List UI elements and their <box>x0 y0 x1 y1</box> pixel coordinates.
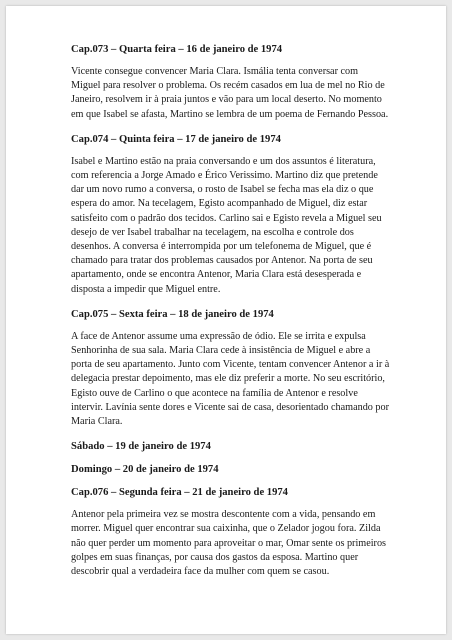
entry-cap-076 <box>71 486 390 579</box>
entry-heading: Sábado – 19 de janeiro de 1974 <box>71 441 211 453</box>
document-page <box>6 6 446 634</box>
entry-domingo <box>71 463 390 477</box>
entry-text: Isabel e Martino estão na praia conversando e um dos assuntos é literatura, com referencia a Jorge Amado e Érico Verissimo. Martino diz que pretende dar um novo rumo a conversa, o rosto de Isabel se fecha mas ela diz o que espera do amor. Na tecelagem, Egisto acompanhado de Miguel, diz estar satisfeito com o padrão dos tecidos. Carlino sai e Egisto revela a Miguel seu desejo de ver Isabel trabalhar na tecelagem, na escolha e controle dos desenhos. A conversa é interrompida por um telefonema de Miguel, que é chamado para tratar dos problemas causados por Antenor. Na porta de seu apartamento, onde se encontra Antenor, Maria Clara está desesperada e disposta a impedir que Miguel entre. <box>71 155 382 295</box>
entry-heading: Cap.076 – Segunda feira – 21 de janeiro de 1974 <box>71 487 288 499</box>
entry-heading: Cap.074 – Quinta feira – 17 de janeiro de 1974 <box>71 133 281 145</box>
entry-cap-073 <box>71 43 390 122</box>
entry-text: A face de Antenor assume uma expressão de ódio. Ele se irrita e expulsa Senhorinha de sua sala. Maria Clara cede à insistência de Miguel e abre a porta de seu apartamento. Junto com Vicente, tentam convencer Antenor a ir à delegacia prestar depoimento, mas ele diz preferir a morte. No seu escritório, Egisto ouve de Carlino o que acontece na família de Antenor e resolve intervir. Lavínia sente dores e Vicente sai de casa, desorientado chamando por Maria Clara. <box>71 330 390 428</box>
entry-sabado <box>71 440 390 454</box>
entry-heading: Cap.073 – Quarta feira – 16 de janeiro de 1974 <box>71 44 283 55</box>
entry-text: Vicente consegue convencer Maria Clara. Ismália tenta conversar com Miguel para resolver o problema. Os recém casados em lua de mel no Rio de Janeiro, resolvem ir à praia juntos e vão para um local deserto. No momento em que Isabel se afasta, Martino se lembra de um poema de Fernando Pessoa. <box>71 66 389 120</box>
entry-cap-075 <box>71 308 390 429</box>
entry-heading: Domingo – 20 de janeiro de 1974 <box>71 464 219 476</box>
entry-cap-074 <box>71 133 390 297</box>
entry-heading: Cap.075 – Sexta feira – 18 de janeiro de 1974 <box>71 308 274 320</box>
entry-text: Antenor pela primeira vez se mostra descontente com a vida, pensando em morrer. Miguel quer encontrar sua caixinha, que o Zelador jogou fora. Zilda não quer perder um momento para aproveitar o mar, Omar sente os primeiros golpes em suas finanças, por causa dos gastos da esposa. Martino quer descobrir qual a verdadeira face da mulher com quem se casou. <box>71 509 387 578</box>
